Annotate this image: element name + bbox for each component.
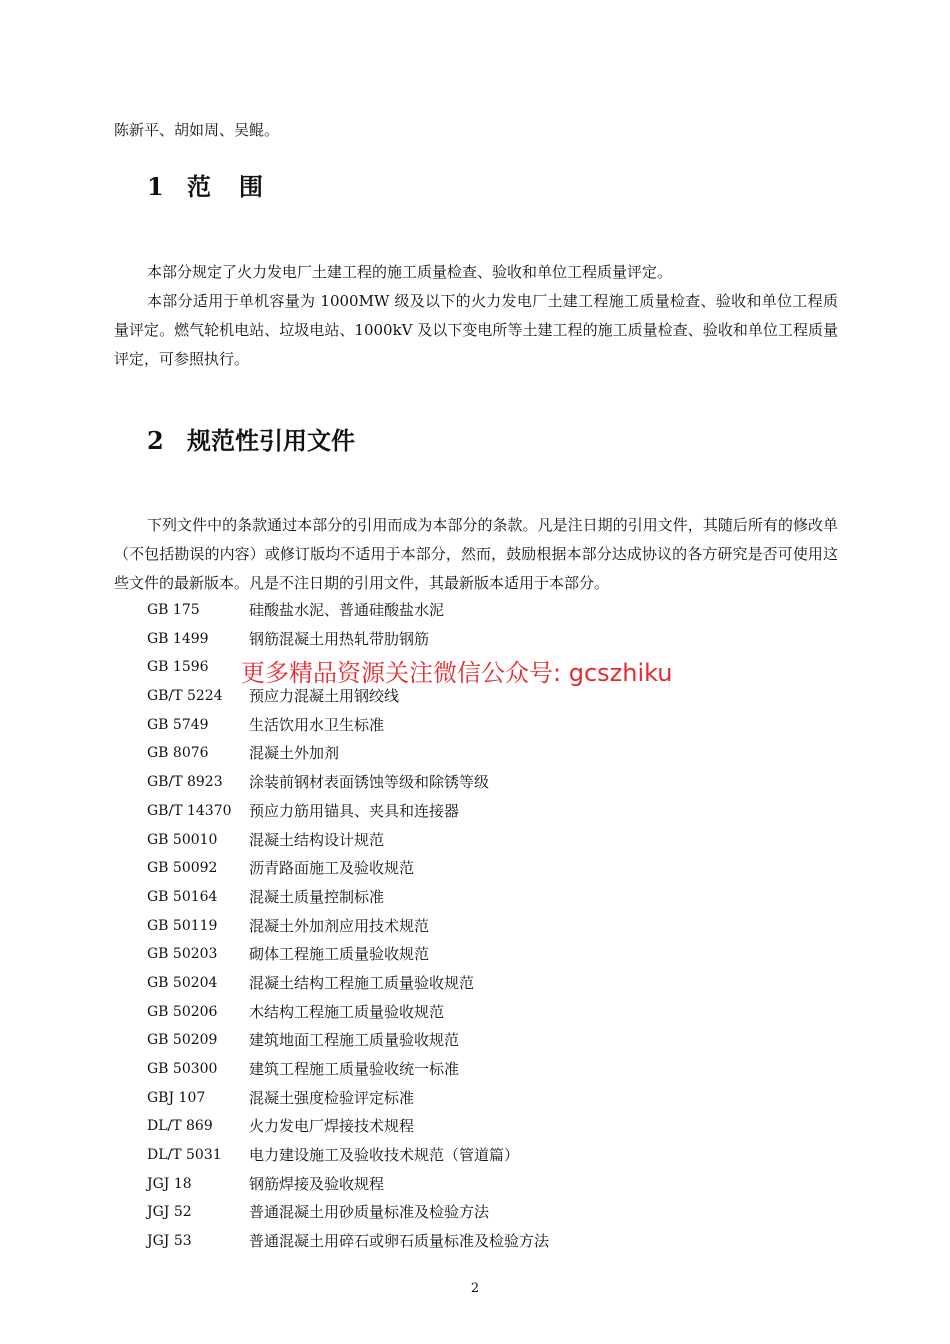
section-1-paragraph: 本部分适用于单机容量为 1000MW 级及以下的火力发电厂土建工程施工质量检查、验收和单位工程质量评定。燃气轮机电站、垃圾电站、1000kV 及以下变电所等土建工程的施工质量检查、验收和单位工程质量评定，可参照执行。 xyxy=(114,292,838,368)
reference-code: GB 50300 xyxy=(147,1061,218,1077)
reference-row xyxy=(147,797,747,826)
reference-title: 预应力混凝土用钢绞线 xyxy=(249,687,400,706)
reference-code: GB 50010 xyxy=(147,831,218,848)
reference-row xyxy=(147,625,747,654)
reference-row xyxy=(147,1112,747,1141)
reference-code: JGJ 53 xyxy=(147,1233,192,1250)
reference-row xyxy=(147,1227,747,1256)
reference-code: GB/T 14370 xyxy=(147,802,232,819)
reference-row xyxy=(147,768,747,797)
reference-code: GB 1499 xyxy=(147,630,209,647)
reference-title: 砌体工程施工质量验收规范 xyxy=(249,945,430,964)
reference-title: 钢筋混凝土用热轧带肋钢筋 xyxy=(249,629,430,648)
reference-row xyxy=(147,854,747,883)
reference-row xyxy=(147,1055,747,1084)
reference-code: GB 175 xyxy=(147,602,200,618)
section-2-heading xyxy=(147,426,355,456)
reference-list xyxy=(147,596,747,1256)
reference-row xyxy=(147,1198,747,1227)
reference-code: DL/T 869 xyxy=(147,1118,213,1135)
reference-row xyxy=(147,883,747,912)
section-1-heading xyxy=(147,172,291,202)
reference-row xyxy=(147,826,747,855)
reference-code: GB 50092 xyxy=(147,860,218,877)
reference-row xyxy=(147,940,747,969)
reference-title: 建筑地面工程施工质量验收规范 xyxy=(249,1031,460,1050)
section-2-number: 2 xyxy=(147,426,164,455)
section-2-paragraph: 下列文件中的条款通过本部分的引用而成为本部分的条款。凡是注日期的引用文件，其随后所有的修改单（不包括勘误的内容）或修订版均不适用于本部分，然而，鼓励根据本部分达成协议的各方研究是否可使用这些文件的最新版本。凡是不注日期的引用文件，其最新版本适用于本部分。 xyxy=(114,516,838,592)
reference-row xyxy=(147,1026,747,1055)
reference-title: 混凝土外加剂 xyxy=(249,744,340,763)
section-1-paragraph: 本部分规定了火力发电厂土建工程的施工质量检查、验收和单位工程质量评定。 xyxy=(147,263,673,281)
reference-row xyxy=(147,1141,747,1170)
reference-row xyxy=(147,711,747,740)
reference-title: 预应力筋用锚具、夹具和连接器 xyxy=(249,801,460,820)
reference-code: GB 50119 xyxy=(147,917,218,934)
reference-title: 涂装前钢材表面锈蚀等级和除锈等级 xyxy=(249,773,490,792)
reference-title: 硅酸盐水泥、普通硅酸盐水泥 xyxy=(249,601,445,619)
reference-title: 混凝土结构设计规范 xyxy=(249,830,385,849)
reference-code: GB/T 5224 xyxy=(147,688,223,705)
reference-title: 建筑工程施工质量验收统一标准 xyxy=(249,1060,460,1078)
reference-row xyxy=(147,969,747,998)
reference-code: GB 50203 xyxy=(147,946,218,963)
reference-code: GB 1596 xyxy=(147,659,209,676)
reference-title: 电力建设施工及验收技术规范（管道篇） xyxy=(249,1146,520,1165)
reference-title: 火力发电厂焊接技术规程 xyxy=(249,1117,415,1136)
reference-title: 木结构工程施工质量验收规范 xyxy=(249,1002,445,1021)
reference-code: GB 5749 xyxy=(147,716,209,733)
section-2-body xyxy=(114,511,838,598)
reference-code: JGJ 52 xyxy=(147,1204,192,1221)
reference-code: GB 50204 xyxy=(147,974,218,991)
reference-code: GB/T 8923 xyxy=(147,774,223,791)
section-2-title: 规范性引用文件 xyxy=(187,426,355,455)
reference-code: JGJ 18 xyxy=(147,1175,192,1192)
reference-code: GB 50209 xyxy=(147,1032,218,1049)
reference-code: GBJ 107 xyxy=(147,1089,206,1106)
reference-row xyxy=(147,1170,747,1199)
reference-title: 普通混凝土用碎石或卵石质量标准及检验方法 xyxy=(249,1232,550,1251)
intro-line: 陈新平、胡如周、吴鲲。 xyxy=(114,121,280,139)
reference-row xyxy=(147,1084,747,1113)
reference-title: 钢筋焊接及验收规程 xyxy=(249,1174,385,1193)
reference-row xyxy=(147,596,747,625)
reference-code: GB 8076 xyxy=(147,745,209,762)
reference-title: 混凝土质量控制标准 xyxy=(249,887,385,906)
reference-title: 混凝土外加剂应用技术规范 xyxy=(249,916,430,935)
section-1-body xyxy=(114,258,838,374)
reference-title: 混凝土结构工程施工质量验收规范 xyxy=(249,973,475,992)
reference-title: 混凝土强度检验评定标准 xyxy=(249,1088,415,1107)
reference-row xyxy=(147,912,747,941)
reference-code: GB 50164 xyxy=(147,888,218,905)
reference-title: 生活饮用水卫生标准 xyxy=(249,715,385,734)
reference-title: 沥青路面施工及验收规范 xyxy=(249,859,415,878)
watermark-text: 更多精品资源关注微信公众号: gcszhiku xyxy=(241,659,673,687)
reference-code: GB 50206 xyxy=(147,1003,218,1020)
section-1-number: 1 xyxy=(147,172,164,201)
reference-row xyxy=(147,998,747,1027)
reference-row xyxy=(147,739,747,768)
page-number: 2 xyxy=(470,1281,480,1296)
section-1-title: 范围 xyxy=(187,172,291,201)
reference-code: DL/T 5031 xyxy=(147,1147,222,1164)
reference-title: 普通混凝土用砂质量标准及检验方法 xyxy=(249,1203,490,1222)
